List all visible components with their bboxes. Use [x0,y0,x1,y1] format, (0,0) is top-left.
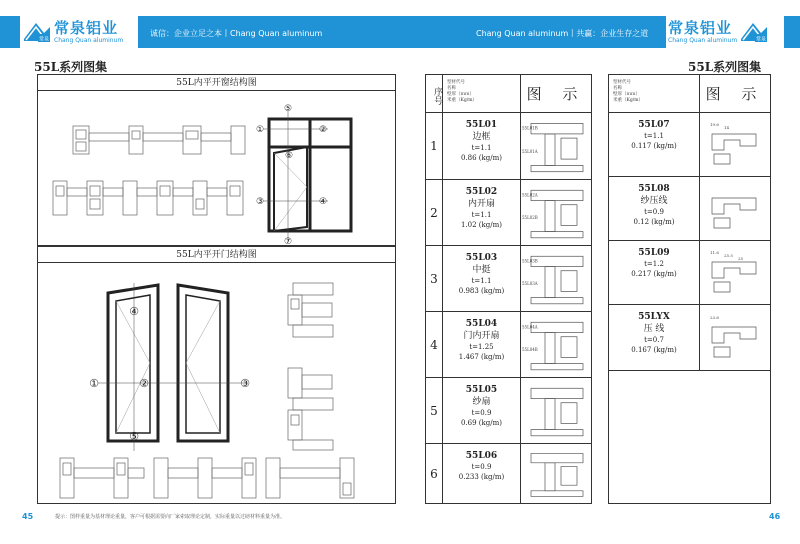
row-number: 4 [426,312,443,377]
unit-weight: 0.12 (kg/m) [633,218,675,226]
slogan-left: 诚信：企业立足之本丨Chang Quan aluminum [150,29,323,38]
profile-drawing [521,444,591,504]
profile-section-drawing [73,126,245,154]
unit-weight: 1.02 (kg/m) [461,221,502,229]
meta-line: 米重（Kg/m） [447,98,478,103]
profile-spec [609,177,700,240]
dimension-label: 11.6 [710,250,719,255]
logo-mark-icon [739,19,769,45]
profile-drawing [700,241,770,304]
meta-line: 名称 [613,86,622,91]
profile-name: 内开扇 [467,199,495,209]
meta-header [609,75,700,113]
meta-line: 型材代号 [447,80,465,85]
profile-tag: 55L01B [522,125,538,131]
profile-spec [609,113,700,176]
profile-code: 55LYX [638,312,670,322]
dimension-label: 23.6 [710,315,719,320]
row-number: 3 [426,246,443,311]
wall-thickness: t=0.7 [644,336,664,344]
wall-thickness: t=0.9 [471,463,492,471]
slogan-right: Chang Quan aluminum丨共赢：企业生存之道 [476,29,649,38]
profile-drawing [700,177,770,240]
figure-header: 图 示 [526,85,586,103]
page-number: 45 [22,512,34,521]
meta-header [443,75,521,113]
wall-thickness: t=1.25 [469,343,494,351]
page-title: 55L系列图集 [688,60,762,74]
profile-code: 55L04 [465,319,498,329]
profile-drawing [521,246,591,311]
profile-spec [443,312,521,377]
profile-name: 中挺 [472,265,491,275]
dimension-label: 25.5 [724,253,733,258]
row-number: 2 [426,180,443,245]
unit-weight: 0.217 (kg/m) [631,270,677,278]
profile-name: 纱扇 [472,397,491,407]
wall-thickness: t=1.2 [644,260,664,268]
window-structure-panel [37,74,396,246]
profile-section-drawing [53,181,243,215]
dimension-label: 19.6 [710,122,719,127]
profile-code: 55L02 [465,187,498,197]
callout-label: ⑤ [283,104,293,114]
seq-header: 序号 [426,75,443,113]
meta-line: 壁厚（ｍｍ） [447,92,474,97]
callout-label: ⑥ [284,151,294,161]
footnote: 提示：图样重量为基材理论重量，客户可根据需要向厂家索取理论定制，实际重量以过磅材料重量为准。 [55,514,286,520]
meta-line: 名称 [447,86,456,91]
profile-name: 边框 [472,132,491,142]
profile-name: 压 线 [643,324,665,334]
unit-weight: 1.467 (kg/m) [458,353,505,361]
table-row [609,241,770,305]
profile-section-drawing [60,458,354,498]
table-row [609,305,770,371]
table-header [609,75,770,113]
profile-tag: 55L03B [522,258,538,264]
callout-label: ③ [255,197,265,207]
callout-label: ④ [318,197,328,207]
profile-spec [443,444,521,504]
table-row [426,113,591,180]
profile-drawing [521,180,591,245]
profile-code: 55L09 [638,248,670,258]
profile-code: 55L06 [465,451,498,461]
profile-code: 55L08 [638,184,670,194]
table-row [426,444,591,504]
page-number: 46 [769,512,781,521]
profile-tag: 55L04A [522,324,538,330]
callout-label: ② [318,125,328,135]
profile-section-drawing [288,283,333,450]
table-row [426,378,591,444]
door-profile-drawings [38,263,397,505]
section-title: 55L内平开门结构图 [38,247,395,263]
callout-label: ⑤ [129,430,139,443]
profile-code: 55L05 [465,385,498,395]
unit-weight: 0.69 (kg/m) [461,419,502,427]
dimension-label: 25 [738,256,744,261]
unit-weight: 0.983 (kg/m) [458,287,505,295]
dimension-label: 14 [724,125,730,130]
row-number: 1 [426,113,443,179]
profile-code: 55L07 [638,120,670,130]
logo-cn-text: 常泉铝业 [54,18,119,37]
window-profile-drawings [38,91,397,247]
logo-left [20,16,138,48]
table-row [426,312,591,378]
profile-tag: 55L04B [522,347,538,353]
callout-label: ⑦ [283,237,293,247]
profile-tag: 55L03A [522,281,538,287]
profile-table-left [425,74,592,504]
door-elevation-drawing [98,283,248,451]
row-number: 5 [426,378,443,443]
profile-table-right [608,74,771,504]
table-header [426,75,591,113]
callout-label: ④ [129,305,139,318]
row-number: 6 [426,444,443,504]
logo-badge-text: 常泉 [756,36,767,43]
callout-label: ③ [240,377,250,390]
section-title: 55L内平开窗结构图 [38,75,395,91]
profile-drawing [700,113,770,176]
callout-label: ② [139,377,149,390]
meta-line: 壁厚（ｍｍ） [613,92,640,97]
unit-weight: 0.86 (kg/m) [461,154,502,162]
profile-code: 55L01 [465,120,498,130]
figure-header: 图 示 [705,85,765,103]
meta-line: 型材代号 [613,80,631,85]
logo-badge-text: 常泉 [39,36,50,43]
profile-drawing [521,312,591,377]
table-row [609,113,770,177]
callout-label: ① [255,125,265,135]
unit-weight: 0.117 (kg/m) [631,142,677,150]
profile-name: 门内开扇 [463,331,500,341]
callout-label: ① [89,377,99,390]
profile-tag: 55L02B [522,215,538,221]
wall-thickness: t=1.1 [644,132,664,140]
profile-drawing [700,305,770,370]
profile-spec [443,246,521,311]
meta-line: 米重（Kg/m） [613,98,644,103]
profile-tag: 55L02A [522,192,538,198]
logo-mark-icon [22,19,52,45]
unit-weight: 0.233 (kg/m) [458,473,505,481]
wall-thickness: t=1.1 [471,211,492,219]
profile-spec [443,113,521,179]
profile-drawing [521,378,591,443]
profile-drawing [521,113,591,179]
logo-right [666,16,784,48]
wall-thickness: t=1.1 [471,277,492,285]
profile-code: 55L03 [465,253,498,263]
window-elevation-drawing [263,111,351,241]
unit-weight: 0.167 (kg/m) [631,346,677,354]
profile-spec [609,305,700,370]
profile-spec [443,180,521,245]
wall-thickness: t=0.9 [471,409,492,417]
page-title: 55L系列图集 [34,60,108,74]
logo-cn-text: 常泉铝业 [668,18,733,37]
logo-en-text: Chang Quan aluminum [668,36,738,44]
profile-spec [609,241,700,304]
profile-name: 纱压线 [640,196,668,206]
table-row [609,177,770,241]
wall-thickness: t=1.1 [471,144,492,152]
table-row [426,180,591,246]
profile-spec [443,378,521,443]
wall-thickness: t=0.9 [644,208,664,216]
door-structure-panel [37,246,396,504]
logo-en-text: Chang Quan aluminum [54,36,124,44]
profile-tag: 55L01A [522,148,538,154]
table-row [426,246,591,312]
